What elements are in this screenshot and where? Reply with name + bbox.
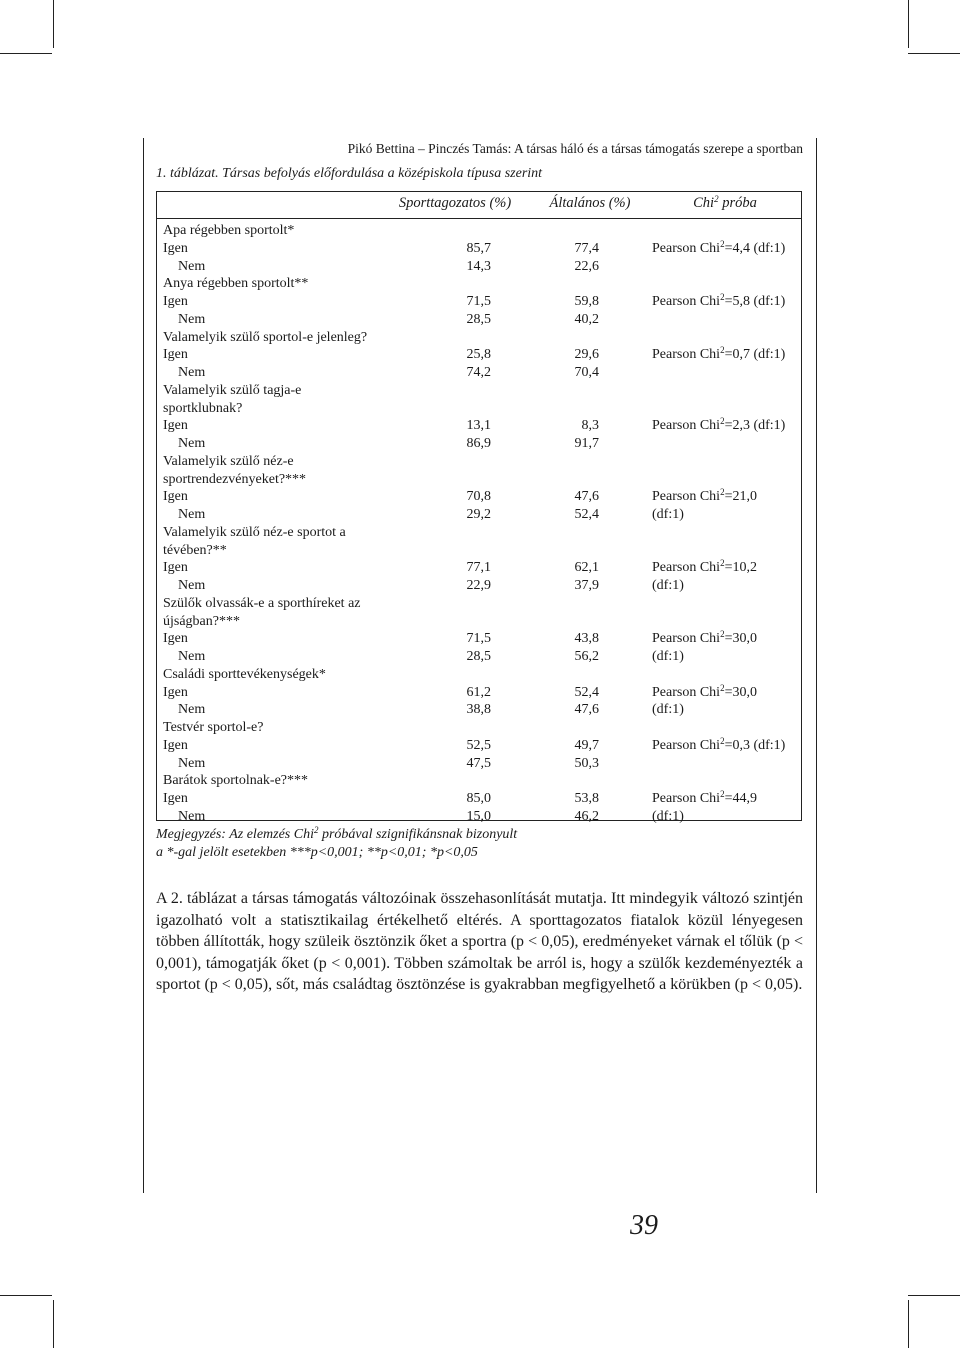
row-label: Nem <box>178 436 206 451</box>
cell-altalanos: 8,3 <box>581 418 599 434</box>
row-label: Családi sporttevékenységek* <box>163 666 326 682</box>
table-row <box>156 240 802 258</box>
table-row <box>156 435 802 453</box>
body-paragraph: A 2. táblázat a társas támogatás változóinak összehasonlítását mutatja. Itt mindegyik változó szintjén igazolható volt a statisztikailag értékelhető eltérés. A sporttagozatos fiatalok közül lényegesen többen állították, hogy szüleik ösztönzik őket a sportra (p < 0,05), eredményeket várnak el tőlük (p < 0,001), támogatják őket (p < 0,001). Többen számoltak be arról is, hogy a szülők kezdeményezték a sportot (p < 0,05), sőt, más családtag ösztönzése is gyakrabban megfigyelhető a körükben (p < 0,05). <box>156 890 803 994</box>
table-note: Megjegyzés: Az elemzés Chi$^2$ próbával szignifikánsnak bizonyult a *-gal jelölt esetekben ***p<0,001; **p<0,01; *p<0,05 <box>156 825 518 860</box>
cell-sport: 85,7 <box>466 240 491 256</box>
cell-sport: 28,5 <box>466 649 491 664</box>
cell-altalanos: 22,6 <box>574 258 599 274</box>
crop-mark <box>908 0 909 48</box>
crop-mark <box>908 53 960 54</box>
row-label: Nem <box>178 702 206 718</box>
cell-altalanos: 37,9 <box>574 578 599 593</box>
cell-altalanos: 47,6 <box>574 702 599 718</box>
table-row <box>156 258 802 276</box>
cell-chi: Pearson Chi$^2$=21,0 <box>652 487 757 505</box>
table-row <box>156 346 802 364</box>
cell-sport: 15,0 <box>466 808 491 824</box>
cell-sport: 38,8 <box>466 702 491 718</box>
cell-chi: Pearson Chi$^2$=44,9 <box>652 789 757 806</box>
table-question-row <box>156 222 802 240</box>
cell-chi: (df:1) <box>652 578 684 593</box>
header-rule <box>156 218 802 219</box>
table-question-row <box>156 524 802 542</box>
table-question-row <box>156 400 802 418</box>
row-label: Valamelyik szülő néz-e sportot a <box>163 524 346 540</box>
row-label: tévében?** <box>163 542 227 558</box>
column-header-sport: Sporttagozatos (%) <box>398 195 512 211</box>
crop-mark <box>53 1300 54 1348</box>
table-row <box>156 311 802 329</box>
column-header-altalanos: Általános (%) <box>549 195 631 211</box>
cell-sport: 86,9 <box>466 436 491 451</box>
row-label: Igen <box>163 347 188 363</box>
row-label: Igen <box>163 489 188 505</box>
table-row <box>156 293 802 311</box>
cell-altalanos: 62,1 <box>574 560 599 576</box>
cell-sport: 85,0 <box>466 791 491 806</box>
cell-altalanos: 47,6 <box>574 489 599 505</box>
row-label: Igen <box>163 240 188 256</box>
row-label: Valamelyik szülő néz-e <box>163 453 294 469</box>
table-row <box>156 648 802 666</box>
cell-sport: 47,5 <box>466 755 491 771</box>
cell-chi: (df:1) <box>652 649 684 664</box>
table-row <box>156 506 802 524</box>
cell-altalanos: 52,4 <box>574 684 599 700</box>
table-question-row <box>156 275 802 293</box>
row-label: Nem <box>178 755 206 771</box>
row-label: Testvér sportol-e? <box>163 720 264 735</box>
row-label: Igen <box>163 684 188 700</box>
cell-sport: 14,3 <box>466 258 491 274</box>
row-label: újságban?*** <box>163 613 240 629</box>
cell-altalanos: 91,7 <box>574 436 599 451</box>
cell-chi: (df:1) <box>652 702 684 718</box>
cell-sport: 61,2 <box>466 684 491 700</box>
cell-altalanos: 59,8 <box>574 294 599 309</box>
table-row <box>156 755 802 773</box>
table-question-row <box>156 719 802 737</box>
row-label: Barátok sportolnak-e?*** <box>163 773 309 789</box>
cell-altalanos: 56,2 <box>574 649 599 664</box>
table-row <box>156 577 802 595</box>
row-label: Valamelyik szülő tagja-e <box>163 382 302 398</box>
cell-altalanos: 29,6 <box>574 347 599 363</box>
row-label: Nem <box>178 578 206 593</box>
cell-sport: 13,1 <box>466 418 491 434</box>
cell-altalanos: 70,4 <box>574 365 599 380</box>
table-question-row <box>156 453 802 471</box>
row-label: Nem <box>178 649 206 664</box>
margin-line <box>143 138 144 1193</box>
cell-altalanos: 52,4 <box>574 507 599 522</box>
row-label: Igen <box>163 418 188 434</box>
row-label: Nem <box>178 258 206 274</box>
row-label: Anya régebben sportolt** <box>163 276 309 292</box>
margin-line <box>816 138 817 1193</box>
table-caption: 1. táblázat. Társas befolyás előfordulása a középiskola típusa szerint <box>156 166 543 181</box>
crop-mark <box>53 0 54 48</box>
cell-sport: 25,8 <box>466 347 491 363</box>
cell-sport: 71,5 <box>466 631 491 647</box>
table-question-row <box>156 772 802 790</box>
cell-altalanos: 40,2 <box>574 311 599 327</box>
row-label: Szülők olvassák-e a sporthíreket az <box>163 595 361 611</box>
cell-altalanos: 50,3 <box>574 755 599 771</box>
running-head: Pikó Bettina – Pinczés Tamás: A társas háló és a társas támogatás szerepe a sportban <box>347 141 803 156</box>
cell-chi: Pearson Chi$^2$=0,3 (df:1) <box>652 735 786 753</box>
cell-chi: (df:1) <box>652 808 684 824</box>
cell-sport: 22,9 <box>466 578 491 593</box>
page-number: 39 <box>630 1210 658 1241</box>
row-label: Igen <box>163 791 188 806</box>
cell-sport: 28,5 <box>466 311 491 327</box>
cell-chi: (df:1) <box>652 507 684 522</box>
table-row <box>156 701 802 719</box>
cell-altalanos: 43,8 <box>574 631 599 647</box>
cell-chi: Pearson Chi$^2$=30,0 <box>652 682 757 700</box>
row-label: Valamelyik szülő sportol-e jelenleg? <box>163 329 368 345</box>
row-label: Nem <box>178 507 206 522</box>
table-row <box>156 364 802 382</box>
cell-altalanos: 46,2 <box>574 808 599 824</box>
table-row <box>156 790 802 808</box>
table-question-row <box>156 666 802 684</box>
cell-chi: Pearson Chi$^2$=10,2 <box>652 558 757 576</box>
cell-altalanos: 77,4 <box>574 240 599 256</box>
table-question-row <box>156 382 802 400</box>
table-row <box>156 559 802 577</box>
table-row <box>156 737 802 755</box>
cell-altalanos: 49,7 <box>574 737 599 753</box>
cell-chi: Pearson Chi$^2$=30,0 <box>652 629 757 647</box>
row-label: Igen <box>163 631 188 647</box>
table-row <box>156 684 802 702</box>
cell-chi: Pearson Chi$^2$=5,8 (df:1) <box>652 292 786 309</box>
cell-chi: Pearson Chi$^2$=2,3 (df:1) <box>652 416 786 434</box>
cell-sport: 52,5 <box>466 737 491 753</box>
crop-mark <box>908 1295 960 1296</box>
cell-sport: 71,5 <box>466 294 491 309</box>
row-label: Igen <box>163 737 188 753</box>
table-question-row <box>156 471 802 489</box>
column-header-chi: Chi$^2$ próba <box>693 194 757 211</box>
cell-sport: 29,2 <box>466 507 491 522</box>
table-row <box>156 417 802 435</box>
crop-mark <box>0 1295 52 1296</box>
row-label: Igen <box>163 560 188 576</box>
row-label: Nem <box>178 311 206 327</box>
cell-chi: Pearson Chi$^2$=4,4 (df:1) <box>652 238 786 256</box>
table-row <box>156 630 802 648</box>
table-question-row <box>156 595 802 613</box>
row-label: Nem <box>178 365 206 380</box>
row-label: Nem <box>178 808 206 824</box>
table-question-row <box>156 542 802 560</box>
table-row <box>156 808 802 826</box>
row-label: Igen <box>163 294 188 309</box>
table-question-row <box>156 329 802 347</box>
cell-sport: 77,1 <box>466 560 491 576</box>
cell-altalanos: 53,8 <box>574 791 599 806</box>
row-label: sportklubnak? <box>163 400 243 416</box>
crop-mark <box>0 53 52 54</box>
cell-sport: 74,2 <box>466 365 491 380</box>
cell-chi: Pearson Chi$^2$=0,7 (df:1) <box>652 345 786 363</box>
row-label: Apa régebben sportolt* <box>163 223 295 238</box>
table-row <box>156 488 802 506</box>
table-question-row <box>156 613 802 631</box>
row-label: sportrendezvényeket?*** <box>163 471 307 487</box>
crop-mark <box>908 1300 909 1348</box>
cell-sport: 70,8 <box>466 489 491 505</box>
